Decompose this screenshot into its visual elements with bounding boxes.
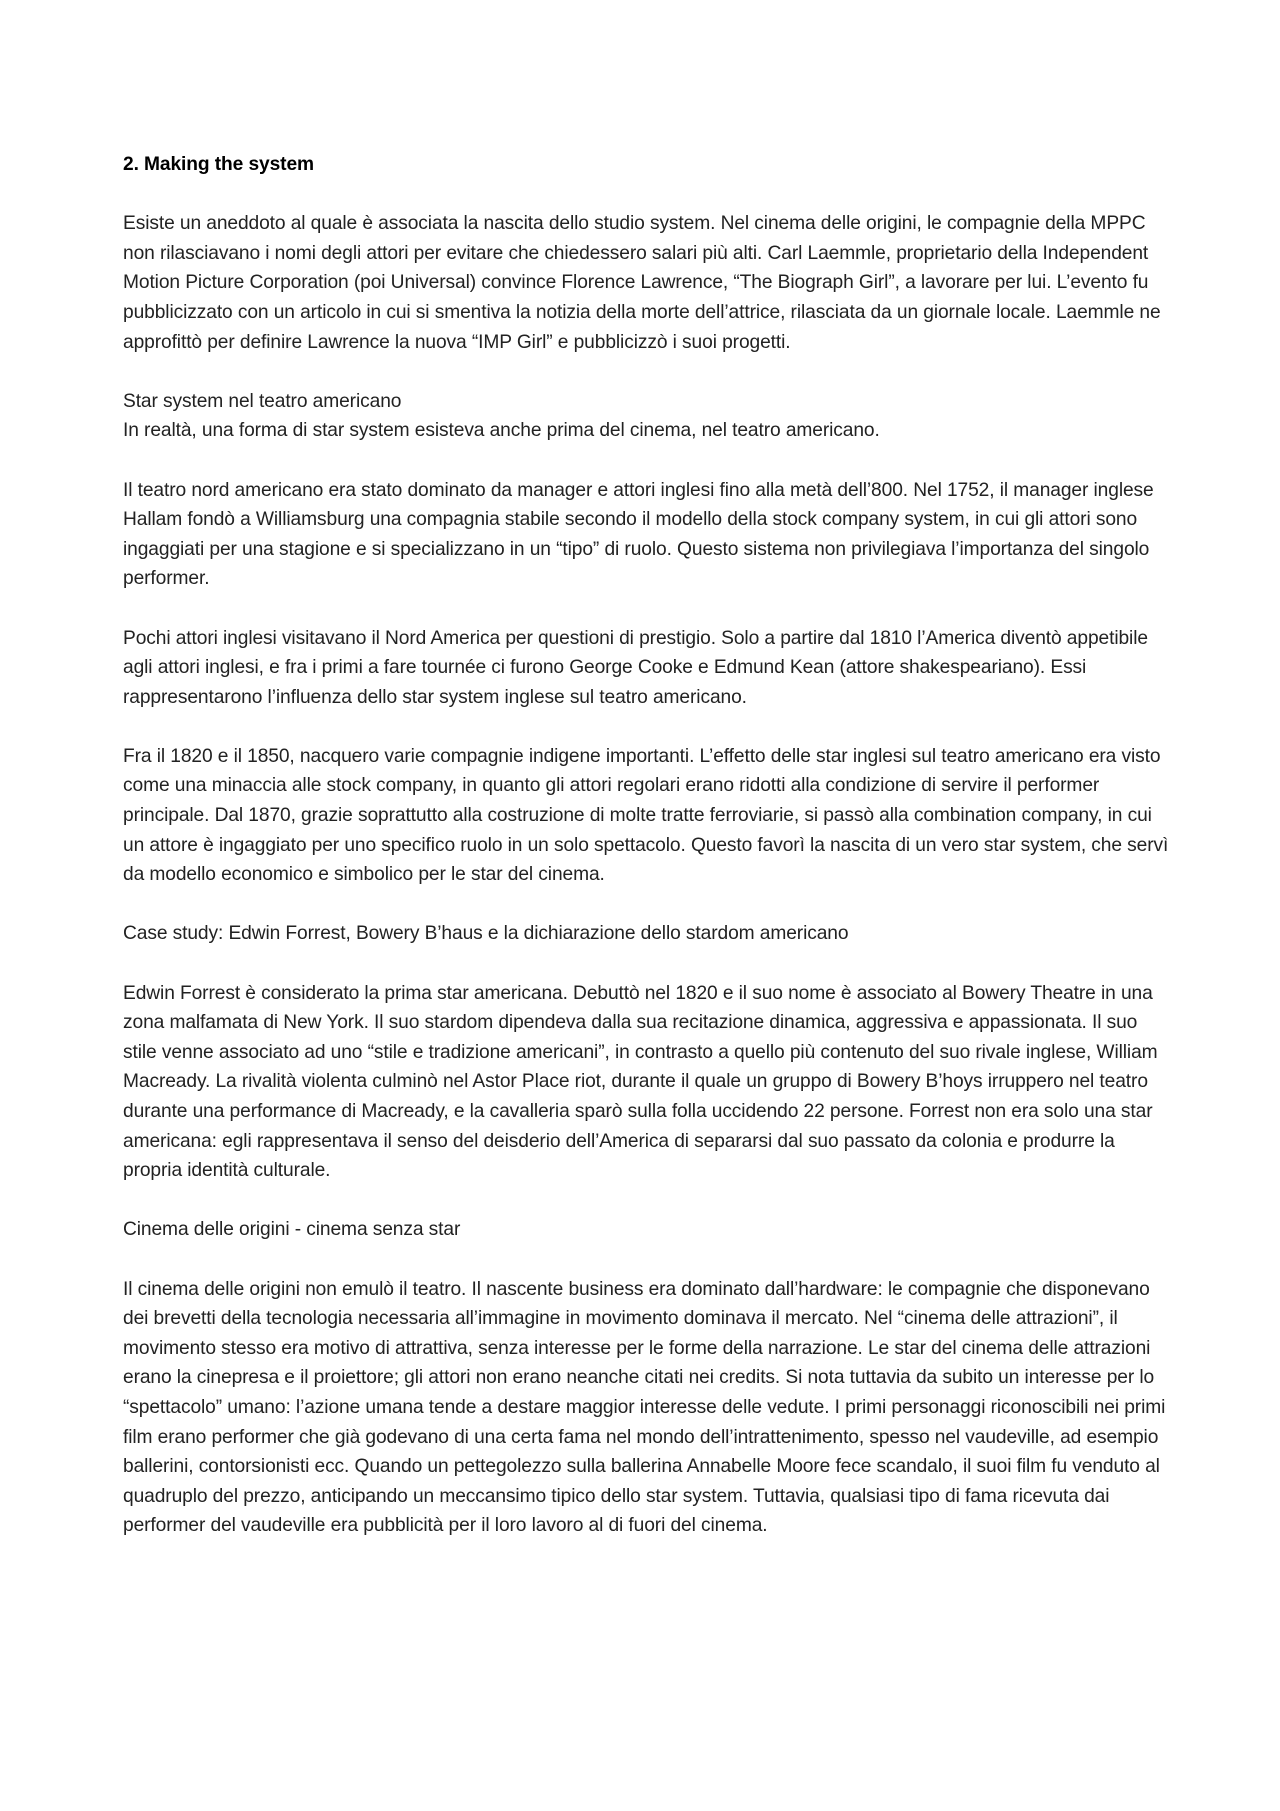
subheading-case-study: Case study: Edwin Forrest, Bowery B’haus e la dichiarazione dello stardom americano — [123, 923, 849, 945]
paragraph-star-system-intro: In realtà, una forma di star system esisteva anche prima del cinema, nel teatro americano. — [123, 420, 880, 442]
paragraph-compagnie-indigene: Fra il 1820 e il 1850, nacquero varie compagnie indigene importanti. L’effetto delle star inglesi sul teatro americano era visto come una minaccia alle stock company, in quanto gli attori regolari erano ridotti alla condizione di servire il performer principale. Dal 1870, grazie soprattutto alla costruzione di molte tratte ferroviarie, si passò alla combination company, in cui un attore è ingaggiato per uno specifico ruolo in un solo spettacolo. Questo favorì la nascita di un vero star system, che servì da modello economico e simbolico per le star del cinema. — [123, 745, 1169, 886]
paragraph-cinema-origini: Il cinema delle origini non emulò il teatro. Il nascente business era dominato dall’hardware: le compagnie che disponevano dei brevetti della tecnologia necessaria all’immagine in movimento dominava il mercato. Nel “cinema delle attrazioni”, il movimento stesso era motivo di attrattiva, senza interesse per le forme della narrazione. Le star del cinema delle attrazioni erano la cinepresa e il proiettore; gli attori non erano neanche citati nei credits. Si nota tuttavia da subito un interesse per lo “spettacolo” umano: l’azione umana tende a destare maggior interesse delle vedute. I primi personaggi riconoscibili nei primi film erano performer che già godevano di una certa fama nel mondo dell’intrattenimento, spesso nel vaudeville, ad esempio ballerini, contorsionisti ecc. Quando un pettegolezzo sulla ballerina Annabelle Moore fece scandalo, il suoi film fu venduto al quadruplo del prezzo, anticipando un meccansimo tipico dello star system. Tuttavia, qualsiasi tipo di fama ricevuta dai performer del vaudeville era pubblicità per il loro lavoro al di fuori del cinema. — [123, 1278, 1166, 1537]
paragraph-studio-system-anecdote: Esiste un aneddoto al quale è associata la nascita dello studio system. Nel cinema delle origini, le compagnie della MPPC non rilasciavano i nomi degli attori per evitare che chiedessero salari più alti. Carl Laemmle, proprietario della Independent Motion Picture Corporation (poi Universal) convince Florence Lawrence, “The Biograph Girl”, a lavorare per lui. L’evento fu pubblicizzato con un articolo in cui si smentiva la notizia della morte dell’attrice, rilasciata da un giornale locale. Laemmle ne approfittò per definire Lawrence la nuova “IMP Girl” e pubblicizzò i suoi progetti. — [123, 213, 1161, 353]
paragraph-attori-inglesi: Pochi attori inglesi visitavano il Nord America per questioni di prestigio. Solo a partire dal 1810 l’America diventò appetibile agli attori inglesi, e fra i primi a fare tournée ci furono George Cooke e Edmund Kean (attore shakespeariano). Essi rappresentarono l’influenza dello star system inglese sul teatro americano. — [123, 627, 1148, 708]
paragraph-edwin-forrest: Edwin Forrest è considerato la prima star americana. Debuttò nel 1820 e il suo nome è associato al Bowery Theatre in una zona malfamata di New York. Il suo stardom dipendeva dalla sua recitazione dinamica, aggressiva e appassionata. Il suo stile venne associato ad uno “stile e tradizione americani”, in contrasto a quello più contenuto del suo rivale inglese, William Macready. La rivalità violenta culminò nel Astor Place riot, durante il quale un gruppo di Bowery B’hoys irruppero nel teatro durante una performance di Macready, e la cavalleria sparò sulla folla uccidendo 22 persone. Forrest non era solo una star americana: egli rappresentava il senso del deisderio dell’America di separarsi dal suo passato da colonia e produrre la propria identità culturale. — [123, 982, 1158, 1182]
subheading-star-system-teatro: Star system nel teatro americano — [123, 390, 402, 412]
paragraph-teatro-nord-americano: Il teatro nord americano era stato dominato da manager e attori inglesi fino alla metà dell’800. Nel 1752, il manager inglese Hallam fondò a Williamsburg una compagnia stabile secondo il modello della stock company system, in cui gli attori sono ingaggiati per una stagione e si specializzano in un “tipo” di ruolo. Questo sistema non privilegiava l’importanza del singolo performer. — [123, 479, 1154, 590]
section-title: 2. Making the system — [123, 154, 315, 175]
document-page — [123, 150, 1173, 1571]
subheading-cinema-senza-star: Cinema delle origini - cinema senza star — [123, 1219, 461, 1241]
